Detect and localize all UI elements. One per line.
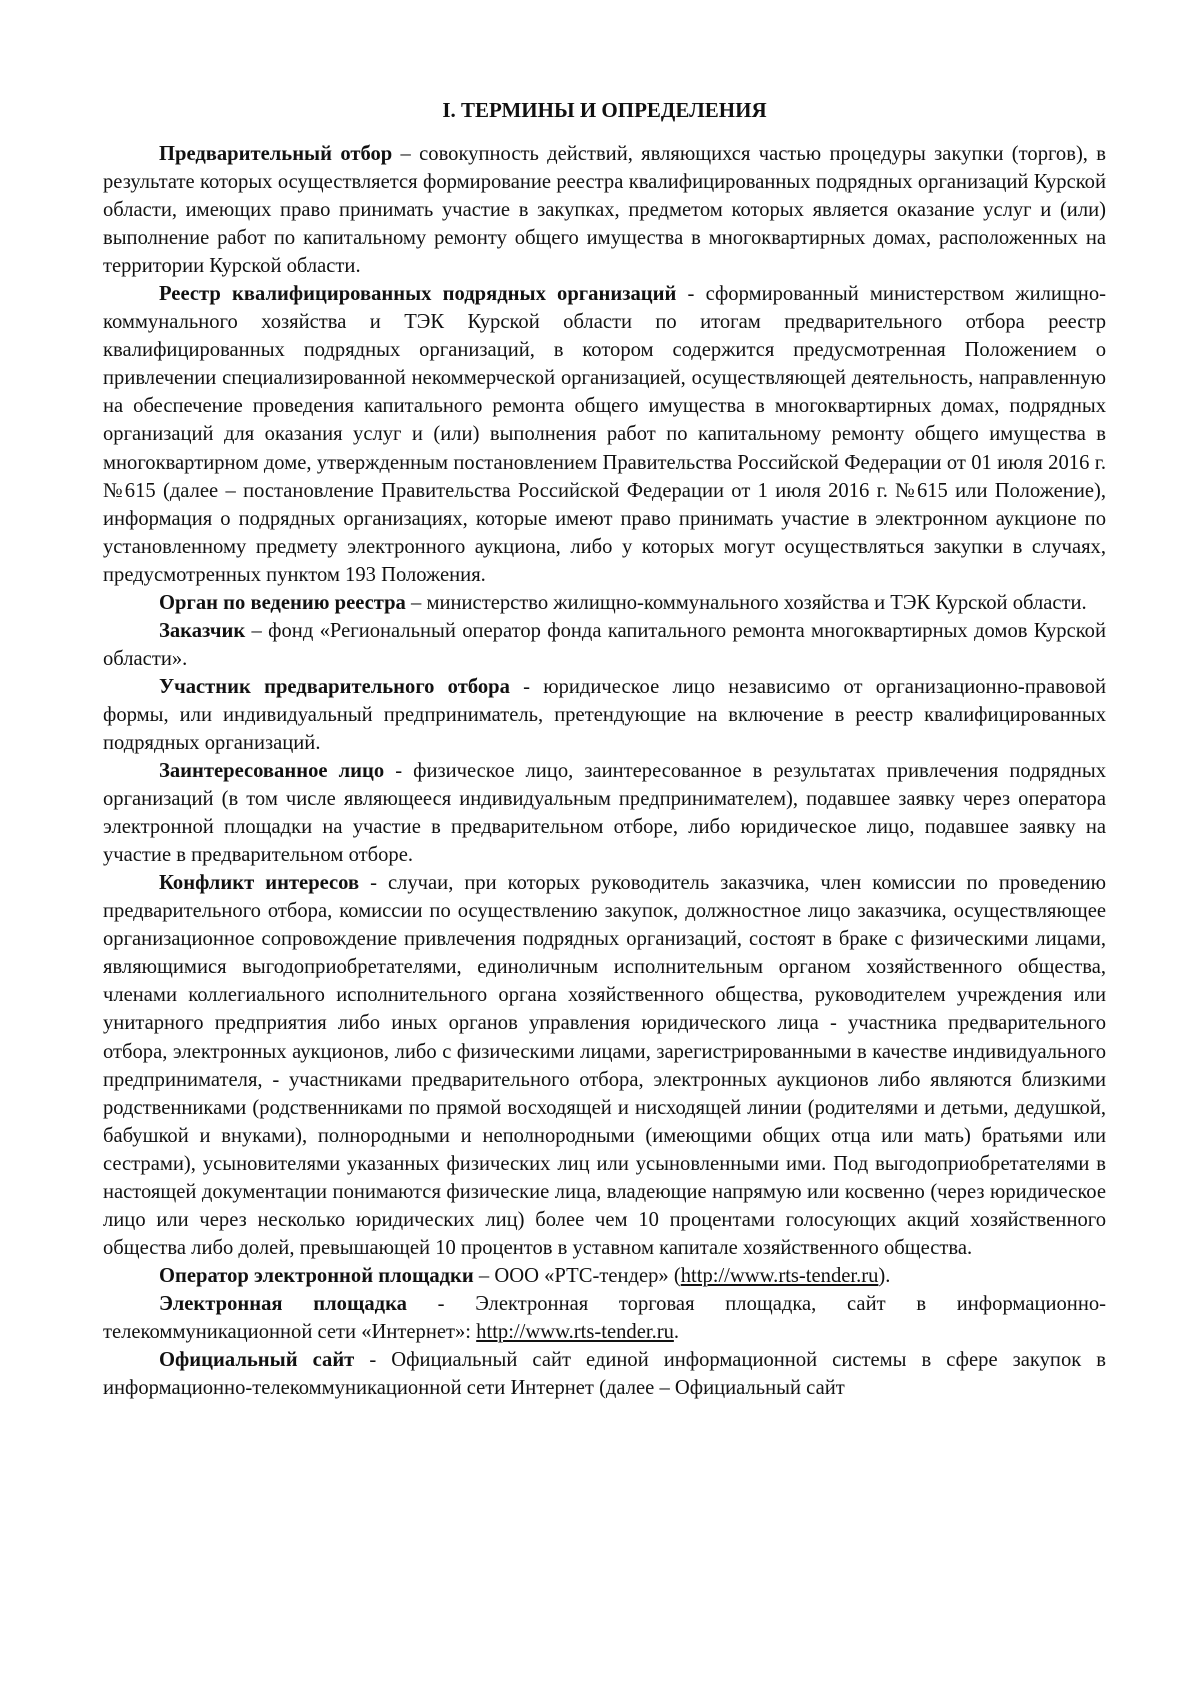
- definition-preliminary-selection: [103, 140, 1106, 280]
- definition-text: - юридическое лицо независимо от организационно-правовой формы, или индивидуальный предприниматель, претендующие на включение в реестр квалифицированных подрядных организаций.: [103, 675, 1106, 754]
- definition-text: - Официальный сайт единой информационной системы в сфере закупок в информационно-телекоммуникационной сети Интернет (далее – Официальный сайт: [103, 1349, 1107, 1400]
- term: Предварительный отбор: [159, 143, 393, 165]
- definition-interested-party: [103, 757, 1106, 869]
- rts-tender-link[interactable]: http://www.rts-tender.ru: [680, 1264, 879, 1287]
- page-title: I. ТЕРМИНЫ И ОПРЕДЕЛЕНИЯ: [442, 98, 767, 122]
- term: Орган по ведению реестра: [159, 591, 406, 614]
- term: Конфликт интересов: [159, 872, 360, 895]
- term: Оператор электронной площадки: [159, 1264, 474, 1287]
- definition-official-site: [103, 1346, 1106, 1402]
- definition-participant: [103, 673, 1106, 757]
- term: Заказчик: [159, 619, 246, 642]
- definition-text: - Электронная торговая площадка, сайт в информационно-телекоммуникационной сети «Интернет»:: [103, 1292, 1106, 1343]
- definition-electronic-platform: [103, 1290, 1106, 1346]
- definition-platform-operator: [103, 1262, 1106, 1290]
- term: Заинтересованное лицо: [159, 760, 385, 783]
- definition-registry-authority: [103, 589, 1106, 617]
- definition-text: – министерство жилищно-коммунального хозяйства и ТЭК Курской области.: [405, 591, 1087, 614]
- definition-text: – ООО «РТС-тендер» (: [473, 1264, 681, 1287]
- definition-conflict-of-interest: [103, 869, 1106, 1262]
- rts-tender-link[interactable]: http://www.rts-tender.ru: [476, 1320, 674, 1343]
- definition-customer: [103, 617, 1106, 673]
- term: Официальный сайт: [159, 1349, 355, 1372]
- definition-text-end: ).: [878, 1264, 891, 1287]
- definition-text: - сформированный министерством жилищно-коммунального хозяйства и ТЭК Курской области по итогам предварительного отбора реестр квалифицированных подрядных организаций, в котором содержится предусмотренная Положением о привлечении специализированной некоммерческой организацией, осуществляющей деятельность, направленную на обеспечение проведения капитального ремонта общего имущества в многоквартирных домах, подрядных организаций для оказания услуг и (или) выполнения работ по капитальному ремонту общего имущества в многоквартирном доме, утвержденным постановлением Правительства Российской Федерации от 01 июля 2016 г. №615 (далее – постановление Правительства Российской Федерации от 1 июля 2016 г. №615 или Положение), информация о подрядных организациях, которые имеют право принимать участие в электронном аукционе по установленному предмету электронного аукциона, либо у которых могут осуществляться закупки в случаях, предусмотренных пунктом 193 Положения.: [103, 283, 1106, 586]
- term: Участник предварительного отбора: [159, 675, 510, 698]
- term: Реестр квалифицированных подрядных организаций: [159, 283, 677, 306]
- definition-text: – фонд «Региональный оператор фонда капитального ремонта многоквартирных домов Курской области».: [103, 619, 1106, 670]
- definition-text: – совокупность действий, являющихся частью процедуры закупки (торгов), в результате которых осуществляется формирование реестра квалифицированных подрядных организаций Курской области, имеющих право принимать участие в закупках, предметом которых является оказание услуг и (или) выполнение работ по капитальному ремонту общего имущества в многоквартирных домах, расположенных на территории Курской области.: [103, 143, 1106, 278]
- definition-registry: [103, 280, 1106, 589]
- definition-text: - случаи, при которых руководитель заказчика, член комиссии по проведению предварительного отбора, комиссии по осуществлению закупок, должностное лицо заказчика, осуществляющее организационное сопровождение привлечения подрядных организаций, состоят в браке с физическими лицами, являющимися выгодоприобретателями, единоличным исполнительным органом хозяйственного общества, членами коллегиального исполнительного органа хозяйственного общества, руководителем учреждения или унитарного предприятия либо иных органов управления юридического лица - участника предварительного отбора, электронных аукционов, либо с физическими лицами, зарегистрированными в качестве индивидуального предпринимателя, - участниками предварительного отбора, электронных аукционов либо являются близкими родственниками (родственниками по прямой восходящей и нисходящей линии (родителями и детьми, дедушкой, бабушкой и внуками), полнородными и неполнородными (имеющими общих отца или мать) братьями или сестрами), усыновителями указанных физических лиц или усыновленными ими. Под выгодоприобретателями в настоящей документации понимаются физические лица, владеющие напрямую или косвенно (через юридическое лицо или через несколько юридических лиц) более чем 10 процентами голосующих акций хозяйственного общества либо долей, превышающей 10 процентов в уставном капитале хозяйственного общества.: [103, 872, 1106, 1259]
- definition-text: - физическое лицо, заинтересованное в результатах привлечения подрядных организаций (в том числе являющееся индивидуальным предпринимателем), подавшее заявку через оператора электронной площадки на участие в предварительном отборе, либо юридическое лицо, подавшее заявку на участие в предварительном отборе.: [103, 760, 1106, 867]
- term: Электронная площадка: [159, 1292, 407, 1315]
- definition-text-end: .: [673, 1320, 680, 1343]
